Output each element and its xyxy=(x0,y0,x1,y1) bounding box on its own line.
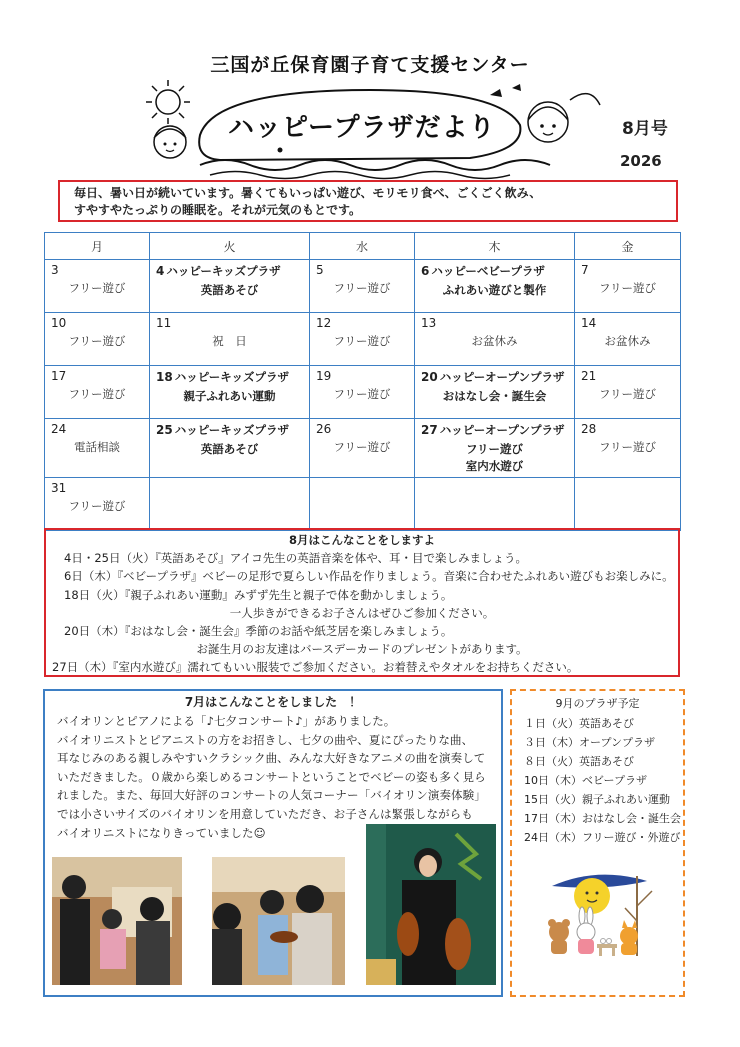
event-activity: おはなし会・誕生会 xyxy=(442,389,547,403)
calendar-week-row xyxy=(45,260,681,313)
calendar-day-cell xyxy=(150,260,310,313)
day-activity: フリー遊び xyxy=(333,440,391,454)
report-line: では小さいサイズのバイオリンを用意していただき、お子さんは緊張しながらも xyxy=(57,806,473,821)
child-left-icon xyxy=(154,126,186,158)
report-line: いただきました。０歳から楽しめるコンサートということでベビーの姿も多く見ら xyxy=(57,769,486,784)
schedule-item: 17日（木）おはなし会・誕生会 xyxy=(524,812,681,825)
calendar-header-row xyxy=(45,233,681,260)
calendar-day-cell xyxy=(310,260,415,313)
day-activity: 祝 日 xyxy=(212,334,247,348)
day-activity: フリー遊び xyxy=(68,334,126,348)
day-number: 21 xyxy=(581,369,597,383)
day-number: 18 xyxy=(156,370,173,384)
weekday-header: 木 xyxy=(415,233,575,260)
calendar-week-row xyxy=(45,478,681,531)
event-name: ハッピーベビープラザ xyxy=(431,264,545,278)
day-activity: フリー遊び xyxy=(68,281,126,295)
plan-line: 18日（火）『親子ふれあい運動』みずず先生と親子で体を動かしましょう。 xyxy=(64,587,453,602)
calendar-day-cell xyxy=(575,478,681,531)
day-number: 26 xyxy=(316,422,332,436)
event-activity: 英語あそび xyxy=(200,283,259,297)
event-heading xyxy=(421,422,568,438)
report-title: 7月はこんなことをしました ！ xyxy=(184,695,362,709)
event-heading xyxy=(156,263,303,279)
plan-line: お誕生月のお友達はバースデーカードのプレゼントがあります。 xyxy=(196,642,528,657)
schedule-title: 9月のプラザ予定 xyxy=(555,697,640,710)
event-activity: 親子ふれあい運動 xyxy=(183,389,276,403)
calendar-table xyxy=(44,232,681,531)
event-name: ハッピーオープンプラザ xyxy=(439,423,565,437)
calendar-day-cell xyxy=(310,313,415,366)
day-activity: 電話相談 xyxy=(74,440,120,454)
concert-photo-3 xyxy=(366,824,496,985)
calendar-day-cell xyxy=(45,313,150,366)
schedule-item: ８日（火）英語あそび xyxy=(524,755,634,768)
day-number: 4 xyxy=(156,264,165,278)
event-name: ハッピーキッズプラザ xyxy=(174,370,290,384)
day-number: 7 xyxy=(581,263,589,277)
report-line: れました。また、毎回大好評のコンサートの人気コーナー「バイオリン演奏体験」 xyxy=(57,788,486,803)
day-number: 12 xyxy=(316,316,332,330)
event-heading xyxy=(156,369,303,385)
day-number: 25 xyxy=(156,423,173,437)
year-label: 2026 xyxy=(620,152,662,170)
day-activity: フリー遊び xyxy=(598,440,657,454)
calendar-week-row xyxy=(45,313,681,366)
weekday-header: 金 xyxy=(575,233,681,260)
day-number: 19 xyxy=(316,369,332,383)
day-number: 24 xyxy=(51,422,67,436)
event-heading xyxy=(156,422,303,438)
calendar-day-cell xyxy=(45,419,150,478)
calendar-day-cell xyxy=(575,366,681,419)
calendar-day-cell xyxy=(310,419,415,478)
report-line: バイオリンとピアノによる「♪七夕コンサート♪」がありました。 xyxy=(57,714,396,728)
day-activity: フリー遊び xyxy=(333,281,391,295)
calendar-day-cell xyxy=(415,478,575,531)
august-plans-box xyxy=(44,528,680,677)
plan-line: 20日（木）『おはなし会・誕生会』季節のお話や紙芝居を楽しみましょう。 xyxy=(64,624,453,639)
day-number: 31 xyxy=(51,481,67,495)
weekday-header: 水 xyxy=(310,233,415,260)
greeting-box xyxy=(58,180,678,222)
day-number: 28 xyxy=(581,422,597,436)
event-name: ハッピーキッズプラザ xyxy=(174,423,290,437)
day-activity: フリー遊び xyxy=(598,387,657,401)
report-line: 耳なじみのある親しみやすいクラシック曲、みんな大好きなアニメの曲を演奏して xyxy=(57,751,486,766)
day-activity: フリー遊び xyxy=(598,281,657,295)
calendar-day-cell xyxy=(575,419,681,478)
calendar-day-cell xyxy=(45,260,150,313)
weekday-header: 火 xyxy=(150,233,310,260)
schedule-item: １日（火）英語あそび xyxy=(524,717,634,730)
event-heading xyxy=(421,369,568,385)
schedule-item: 15日（火）親子ふれあい運動 xyxy=(524,793,670,806)
day-number: 5 xyxy=(316,263,324,277)
report-line: バイオリニストとピアニストの方をお招きし、七夕の曲や、夏にぴったりな曲、 xyxy=(57,732,474,747)
event-name: ハッピーオープンプラザ xyxy=(439,370,565,384)
schedule-item: ３日（木）オープンプラザ xyxy=(524,736,656,749)
day-number: 17 xyxy=(51,369,67,383)
day-number: 14 xyxy=(581,316,597,330)
day-activity: フリー遊び xyxy=(333,387,391,401)
event-heading xyxy=(421,263,568,279)
calendar-day-cell xyxy=(415,419,575,478)
report-line: バイオリニストになりきっていました☺ xyxy=(57,825,266,840)
calendar-day-cell xyxy=(415,366,575,419)
event-name: ハッピーキッズプラザ xyxy=(166,264,281,278)
greeting-line: すやすやたっぷりの睡眠を。それが元気のもとです。 xyxy=(74,203,362,217)
report-text xyxy=(57,712,489,842)
calendar-week-row xyxy=(45,419,681,478)
calendar-day-cell xyxy=(150,366,310,419)
plan-line: 一人歩きができるお子さんはぜひご参加ください。 xyxy=(229,605,495,620)
calendar-week-row xyxy=(45,366,681,419)
day-activity: お盆休み xyxy=(604,334,651,348)
event-activity: 室内水遊び xyxy=(465,459,524,473)
sun-icon xyxy=(146,80,190,124)
calendar-day-cell xyxy=(415,260,575,313)
day-number: 6 xyxy=(421,264,430,278)
concert-photo-2 xyxy=(212,857,345,985)
event-activity: 英語あそび xyxy=(200,442,259,456)
day-activity: お盆休み xyxy=(471,334,518,348)
child-right-icon xyxy=(528,102,568,142)
weekday-header: 月 xyxy=(45,233,150,260)
day-activity: フリー遊び xyxy=(68,387,126,401)
calendar-day-cell xyxy=(45,478,150,531)
calendar-day-cell xyxy=(575,260,681,313)
calendar-day-cell xyxy=(575,313,681,366)
calendar-day-cell xyxy=(150,419,310,478)
day-number: 20 xyxy=(421,370,438,384)
calendar-day-cell xyxy=(150,478,310,531)
day-number: 13 xyxy=(421,316,437,330)
day-number: 11 xyxy=(156,316,172,330)
day-number: 3 xyxy=(51,263,59,277)
calendar-day-cell xyxy=(415,313,575,366)
plan-line: 4日・25日（火）『英語あそび』アイコ先生の英語音楽を体や、耳・目で楽しみましょう。 xyxy=(64,551,527,566)
month-label: 8月号 xyxy=(622,119,668,139)
september-schedule-box xyxy=(510,689,685,997)
day-activity: フリー遊び xyxy=(68,499,126,513)
newsletter-title: ハッピープラザだより xyxy=(228,113,496,143)
day-number: 10 xyxy=(51,316,67,330)
schedule-item: 24日（木）フリー遊び・外遊び xyxy=(524,831,681,844)
plan-line: 27日（木）『室内水遊び』濡れてもいい服装でご参加ください。お着替えやタオルをお持ちください。 xyxy=(52,660,579,675)
calendar-day-cell xyxy=(310,478,415,531)
plans-title: 8月はこんなことをしますよ xyxy=(288,533,435,547)
event-activity: フリー遊び xyxy=(465,442,524,456)
calendar-day-cell xyxy=(310,366,415,419)
concert-photo-1 xyxy=(52,857,182,985)
event-activity: ふれあい遊びと製作 xyxy=(442,283,547,297)
calendar-day-cell xyxy=(45,366,150,419)
calendar-day-cell xyxy=(150,313,310,366)
day-number: 27 xyxy=(421,423,438,437)
org-title: 三国が丘保育園子育て支援センター xyxy=(210,54,530,76)
day-activity: フリー遊び xyxy=(333,334,391,348)
moon-animals-illustration xyxy=(537,866,657,966)
schedule-item: 10日（木）ベビープラザ xyxy=(524,774,648,787)
plan-line: 6日（木）『ベビープラザ』ベビーの足形で夏らしい作品を作りましょう。音楽に合わせたふれあい遊びもお楽しみに。 xyxy=(64,569,674,584)
greeting-line: 毎日、暑い日が続いています。暑くてもいっぱい遊び、モリモリ食べ、ごくごく飲み、 xyxy=(74,186,542,200)
